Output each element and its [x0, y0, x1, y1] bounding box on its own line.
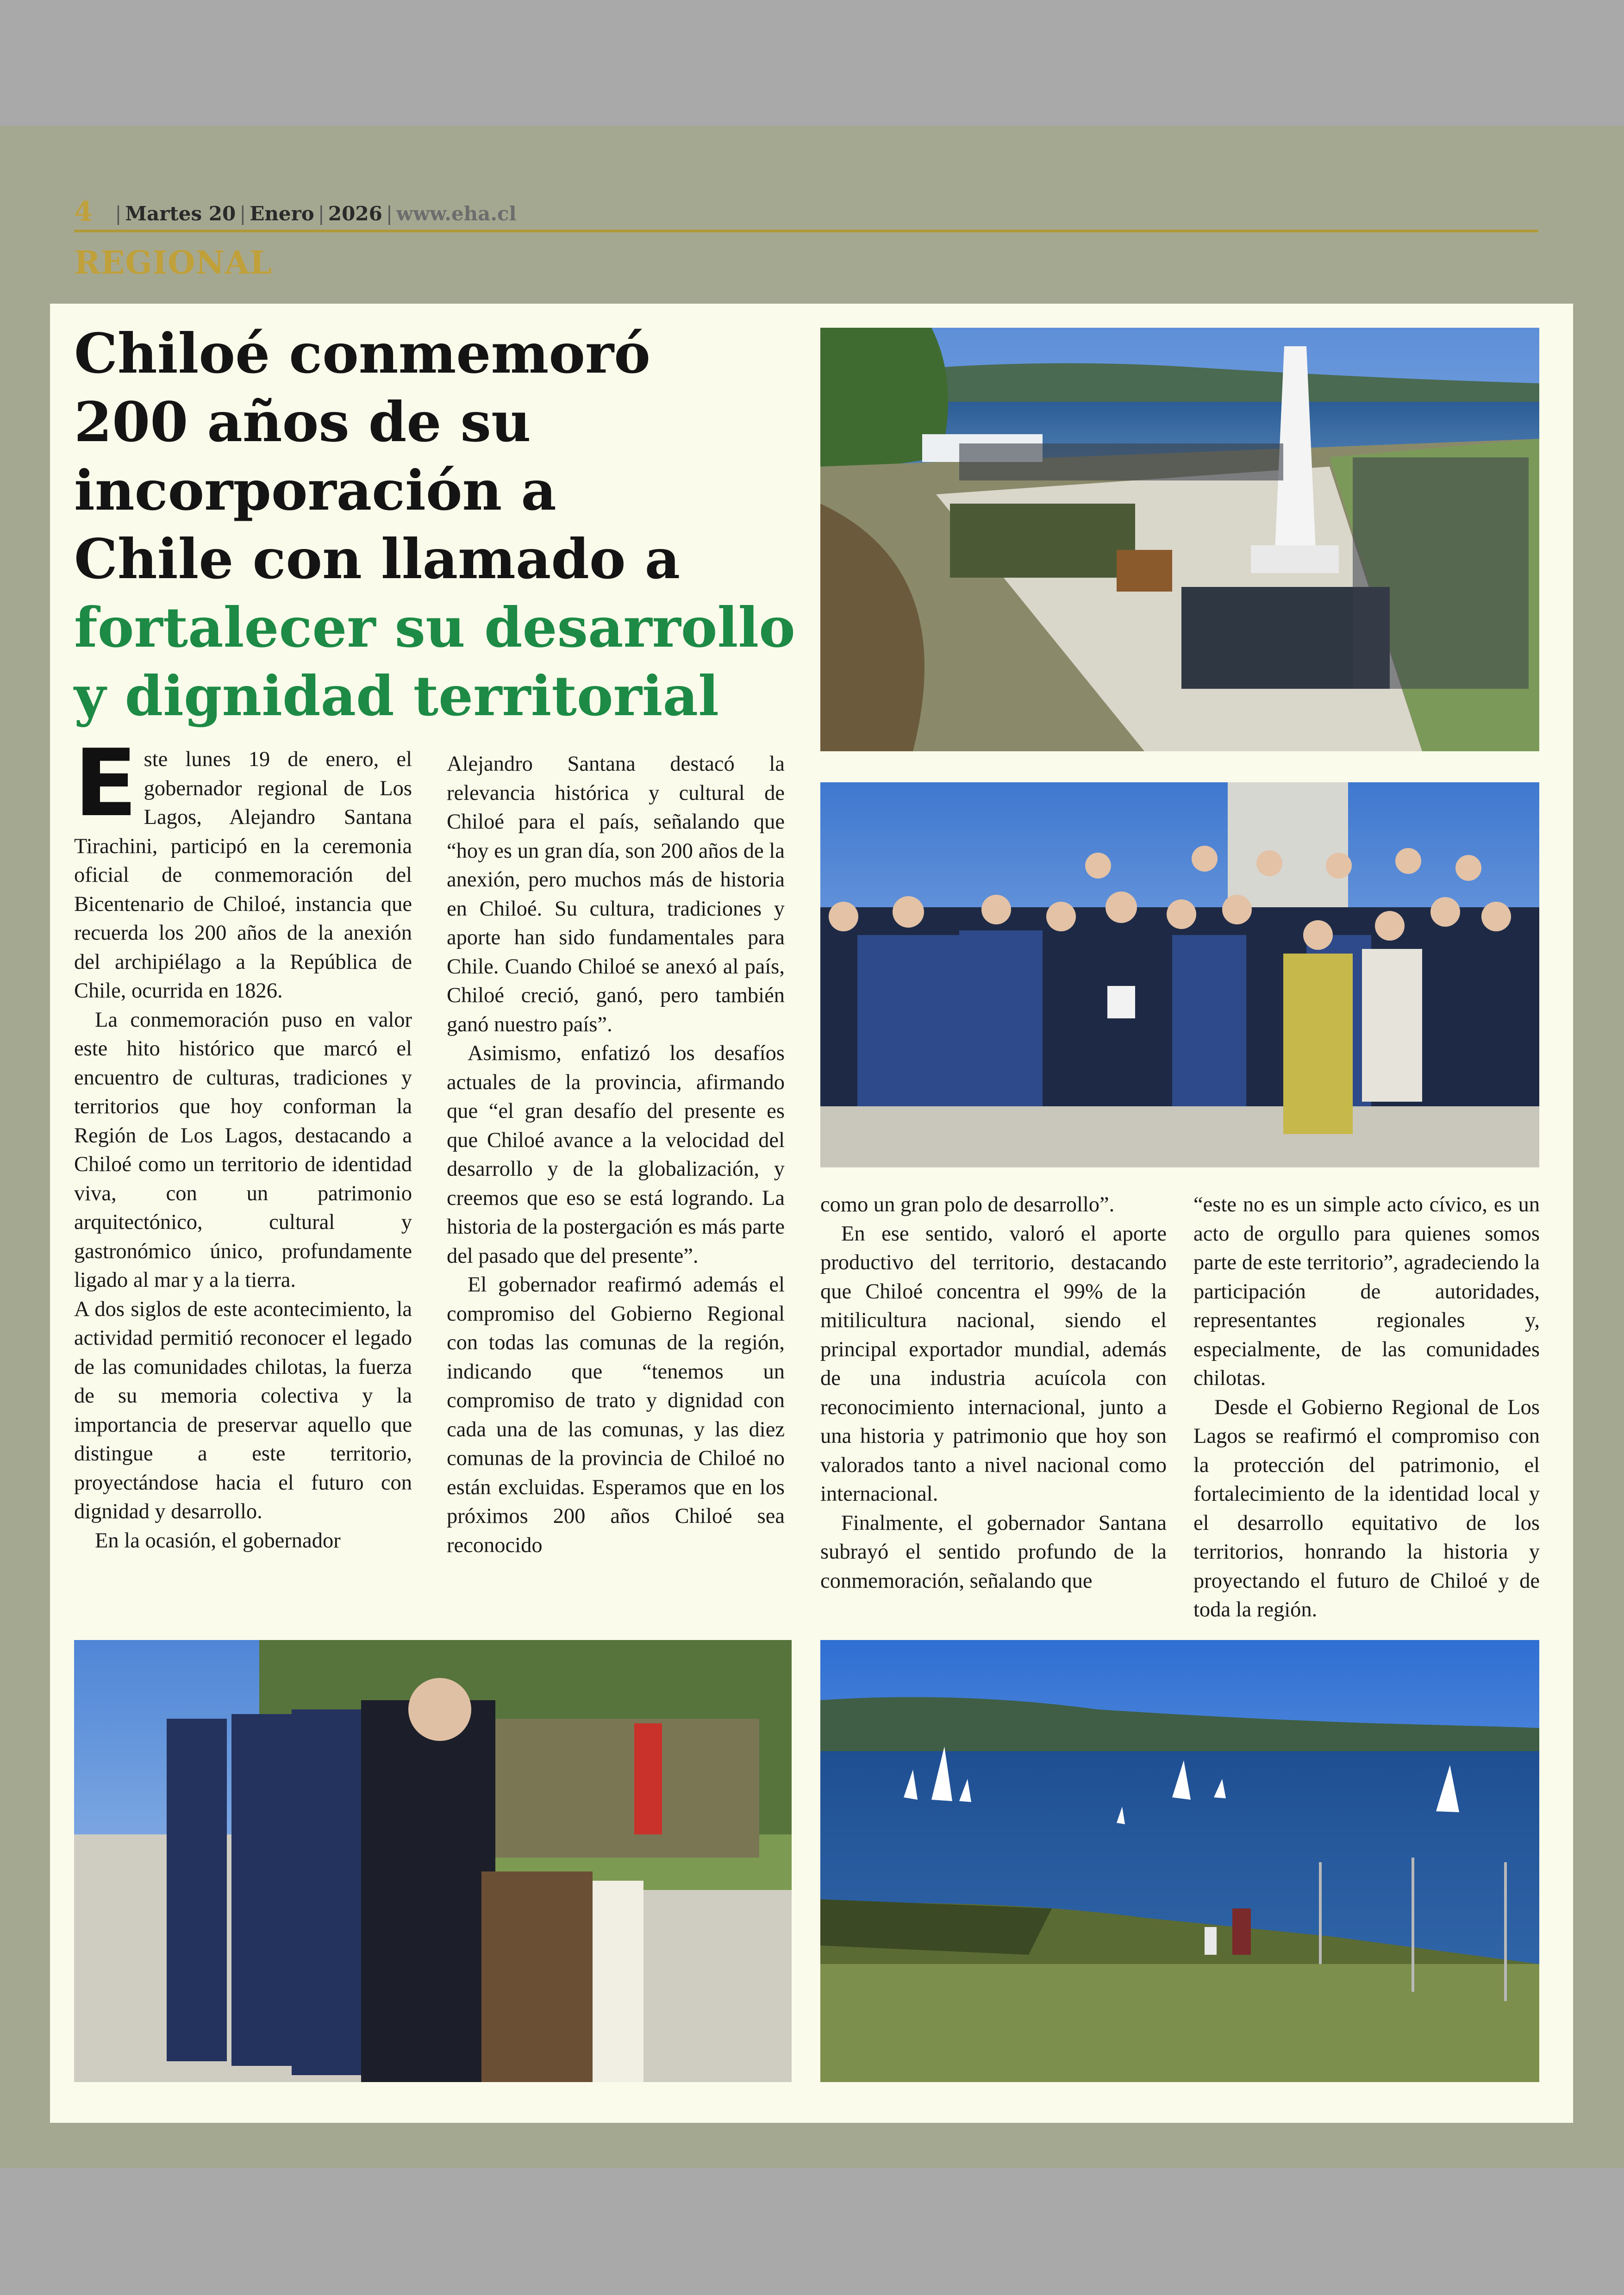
headline-line-green: fortalecer su desarrollo — [74, 595, 795, 660]
paragraph: Finalmente, el gobernador Santana subrayó el sentido profundo de la conmemoración, señalando que — [820, 1511, 1167, 1593]
photo-governor-speech — [74, 1640, 792, 2082]
paragraph: A dos siglos de este acontecimiento, la actividad permitió reconocer el legado de las comunidades chilotas, la fuerza de su memoria colectiva y la importancia de preservar aquello que distingue a este territorio, proyectándose hacia el futuro con dignidad y desarrollo. — [74, 1297, 412, 1523]
article-column-3 — [820, 1191, 1167, 1596]
header-separator: | — [318, 202, 325, 225]
header-month: Enero — [250, 202, 314, 225]
page-header — [74, 196, 1538, 232]
paragraph: En la ocasión, el gobernador — [95, 1528, 341, 1553]
paragraph: como un gran polo de desarrollo”. — [820, 1193, 1115, 1216]
paragraph: El gobernador reafirmó además el compromiso del Gobierno Regional con todas las comunas de la región, indicando que “tenemos un compromiso de trato y dignidad con cada una de las comunas, y las diez comunas de la provincia de Chiloé no están excluidas. Esperamos que en los próximos 200 años Chiloé sea reconocido — [447, 1273, 785, 1557]
section-label: REGIONAL — [74, 244, 273, 281]
header-website: www.eha.cl — [396, 202, 517, 225]
article-column-4 — [1193, 1191, 1540, 1625]
header-separator: | — [239, 202, 246, 225]
headline-line-green: y dignidad territorial — [74, 664, 719, 728]
headline-line: incorporación a — [74, 458, 556, 523]
header-separator: | — [115, 202, 122, 225]
page-number: 4 — [74, 196, 93, 227]
drop-cap: E — [74, 730, 137, 837]
article-column-2 — [447, 750, 785, 1560]
article-column-1 — [74, 730, 412, 1555]
headline-line: 200 años de su — [74, 390, 531, 454]
paragraph: “este no es un simple acto cívico, es un acto de orgullo para quienes somos parte de este territorio”, agradeciendo la participación de autoridades, representantes regionales y, especialmente, de las comunidades chilotas. — [1193, 1193, 1540, 1390]
paragraph: Asimismo, enfatizó los desafíos actuales de la provincia, afirmando que “el gran desafío del presente es que Chiloé avance a la velocidad del desarrollo y de la globalización, y creemos que eso se está logrando. La historia de la postergación es más parte del pasado que del presente”. — [447, 1041, 785, 1268]
header-year: 2026 — [328, 202, 382, 225]
header-separator: | — [386, 202, 393, 225]
paragraph: ste lunes 19 de enero, el gobernador regional de Los Lagos, Alejandro Santana Tirachini, participó en la ceremonia oficial de conmemoración del Bicentenario de Chiloé, instancia que recuerda los 200 años de la anexión del archipiélago a la República de Chile, ocurrida en 1826. — [74, 748, 412, 1003]
paragraph: Desde el Gobierno Regional de Los Lagos se reafirmó el compromiso con la protección del patrimonio, el fortalecimiento de la identidad local y el desarrollo equitativo de los territorios, honrando la historia y proyectando el futuro de Chiloé y de toda la región. — [1193, 1395, 1540, 1621]
paragraph: Alejandro Santana destacó la relevancia histórica y cultural de Chiloé para el país, señalando que “hoy es un gran día, son 200 años de la anexión, pero muchos más de historia en Chiloé. Su cultura, tradiciones y aporte han sido fundamentales para Chile. Cuando Chiloé se anexó al país, Chiloé creció, ganó, pero también ganó nuestro país”. — [447, 752, 785, 1036]
photo-authorities-group — [820, 782, 1539, 1167]
header-day: Martes 20 — [125, 202, 236, 225]
paragraph: En ese sentido, valoró el aporte productivo del territorio, destacando que Chiloé concentra el 99% de la mitilicultura nacional, siendo el principal exportador mundial, además de una industria acuícola con reconocimiento internacional, junto a una historia y patrimonio que hoy son valorados tanto a nivel nacional como internacional. — [820, 1222, 1167, 1506]
photo-sailboats-bay — [820, 1640, 1539, 2082]
headline-line: Chiloé conmemoró — [74, 321, 650, 386]
article-headline — [74, 319, 796, 730]
paragraph: La conmemoración puso en valor este hito histórico que marcó el encuentro de culturas, tradiciones y territorios que hoy conforman la Región de Los Lagos, destacando a Chiloé como un territorio de identidad viva, con un patrimonio arquitectónico, cultural y gastronómico único, profundamente ligado al mar y a la tierra. — [74, 1008, 412, 1292]
headline-line: Chile con llamado a — [74, 527, 681, 591]
photo-monument-ceremony — [820, 328, 1539, 751]
